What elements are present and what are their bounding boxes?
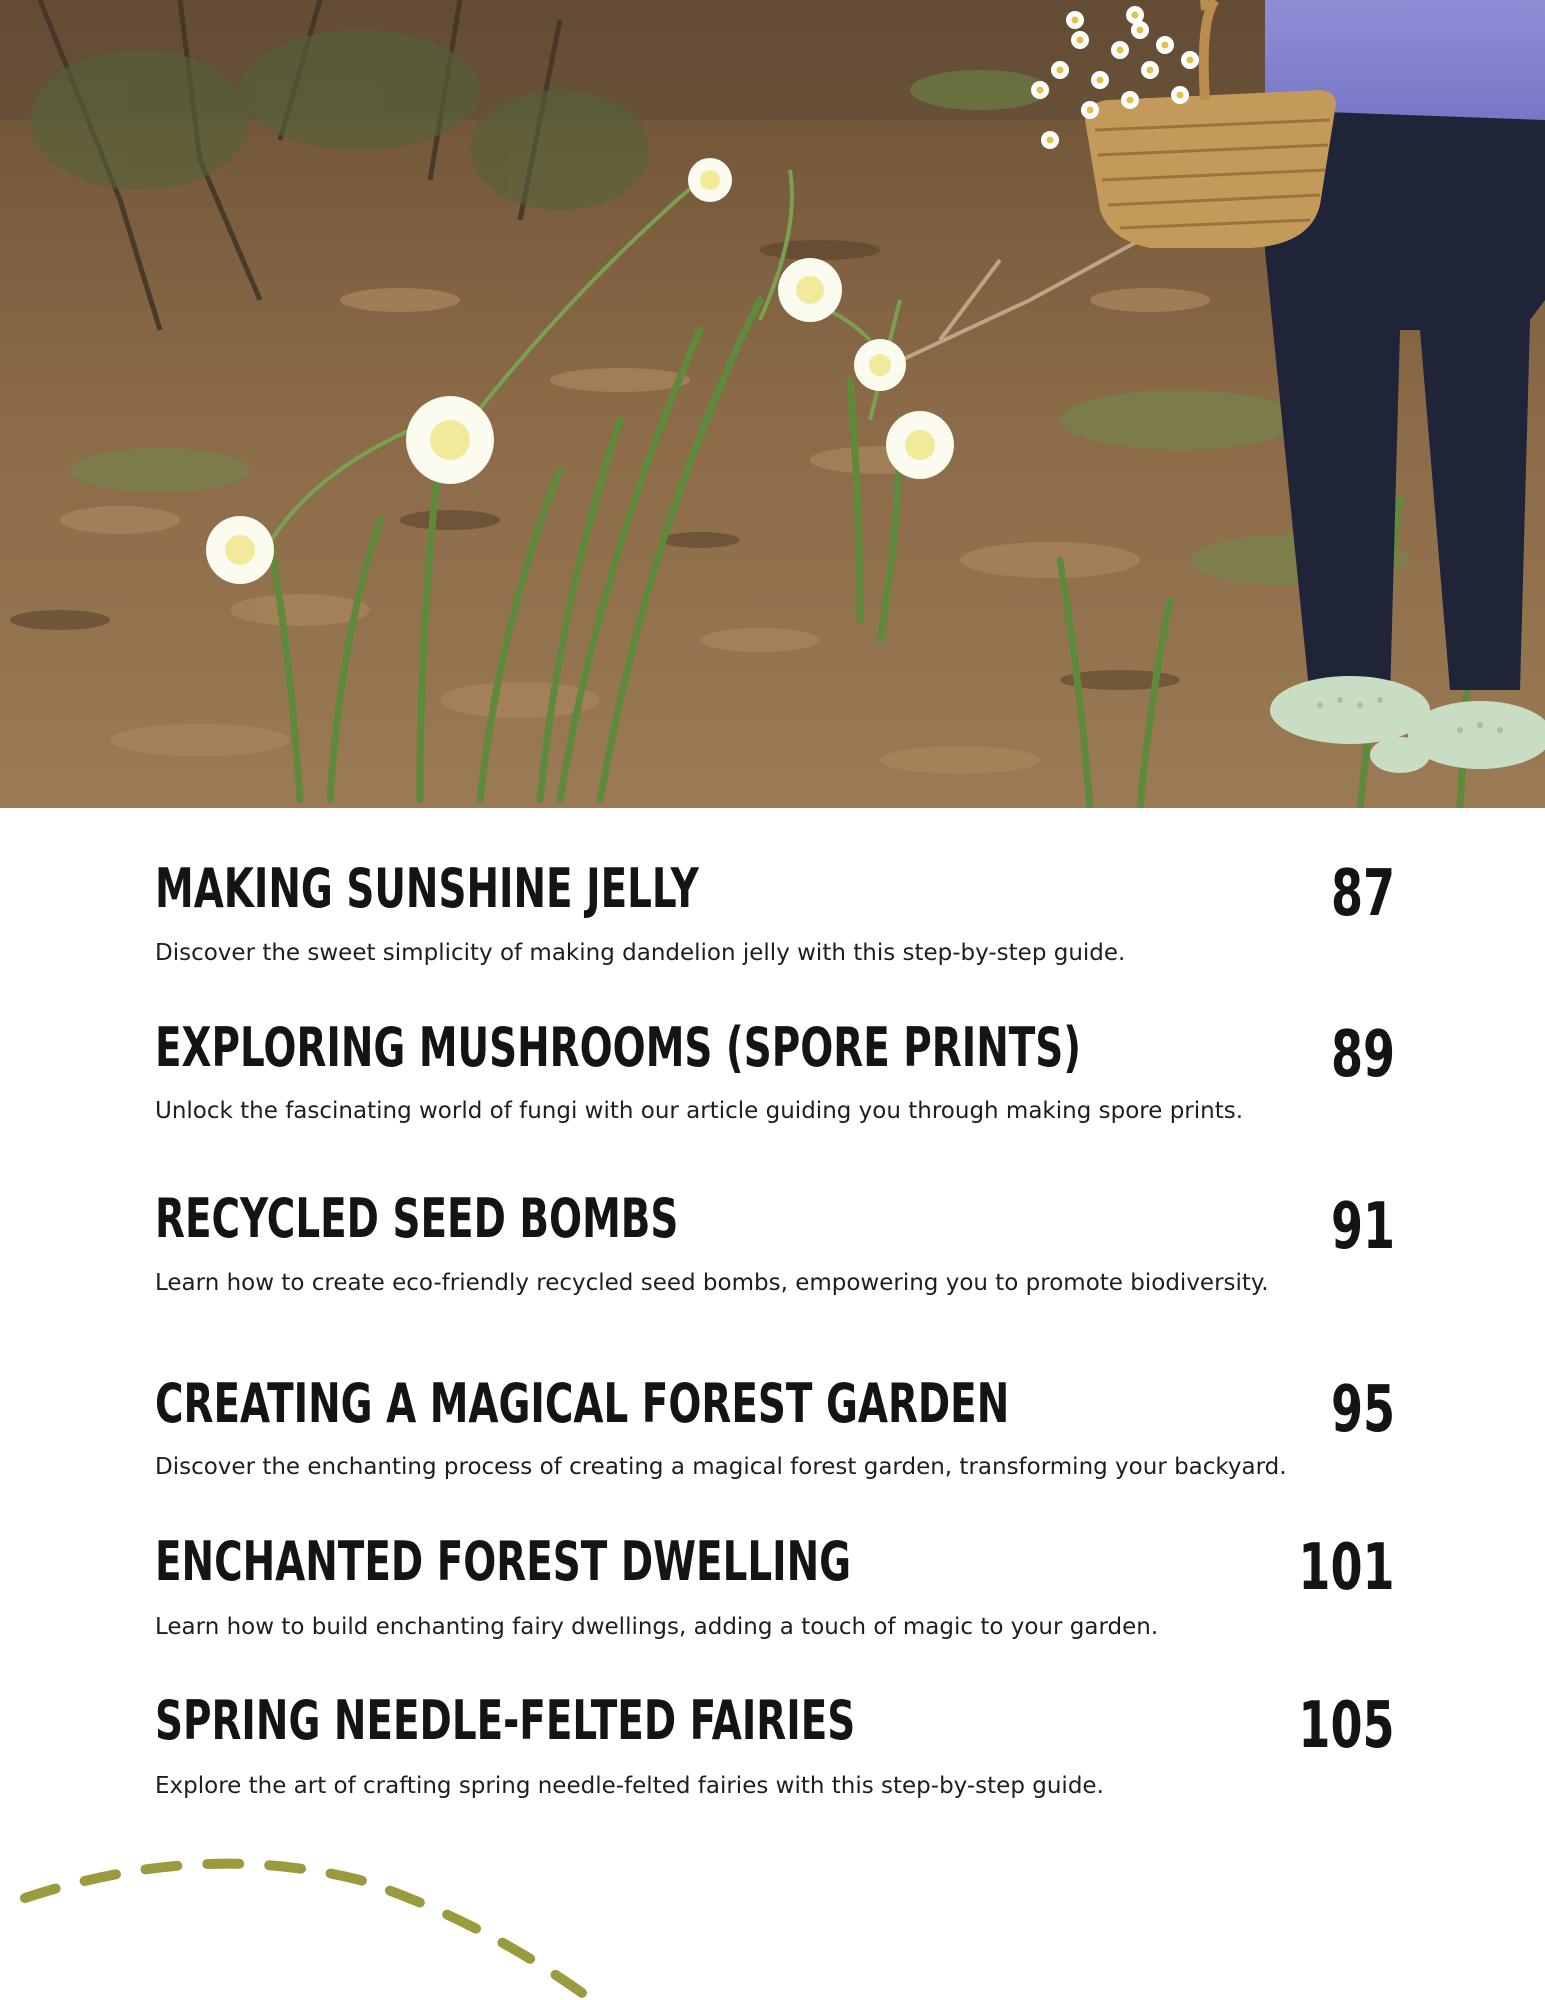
entry-page-number: 101 [1298,1531,1395,1605]
entry-page-number: 91 [1330,1190,1395,1264]
entry-page-number: 105 [1298,1689,1395,1763]
entry-title: SPRING NEEDLE-FELTED FAIRIES [155,1689,856,1752]
entry-title: ENCHANTED FOREST DWELLING [155,1530,852,1593]
hero-photo [0,0,1545,808]
entry-page-number: 95 [1330,1373,1395,1447]
entry-page-number: 87 [1330,857,1395,931]
entry-description: Discover the enchanting process of creating a magical forest garden, transforming your backyard. [155,1454,1287,1480]
entry-description: Learn how to build enchanting fairy dwellings, adding a touch of magic to your garden. [155,1614,1159,1640]
entry-description: Explore the art of crafting spring needle-felted fairies with this step-by-step guide. [155,1773,1104,1799]
entry-title: EXPLORING MUSHROOMS (SPORE PRINTS) [155,1016,1082,1079]
dashed-swoosh-decoration [0,1840,620,2000]
entry-description: Discover the sweet simplicity of making dandelion jelly with this step-by-step guide. [155,940,1126,966]
entry-title: MAKING SUNSHINE JELLY [155,857,699,920]
entry-title: CREATING A MAGICAL FOREST GARDEN [155,1372,1010,1435]
entry-description: Learn how to create eco-friendly recycled seed bombs, empowering you to promote biodiversity. [155,1270,1269,1296]
entry-page-number: 89 [1330,1018,1395,1092]
entry-description: Unlock the fascinating world of fungi with our article guiding you through making spore prints. [155,1098,1244,1124]
entry-title: RECYCLED SEED BOMBS [155,1187,679,1250]
